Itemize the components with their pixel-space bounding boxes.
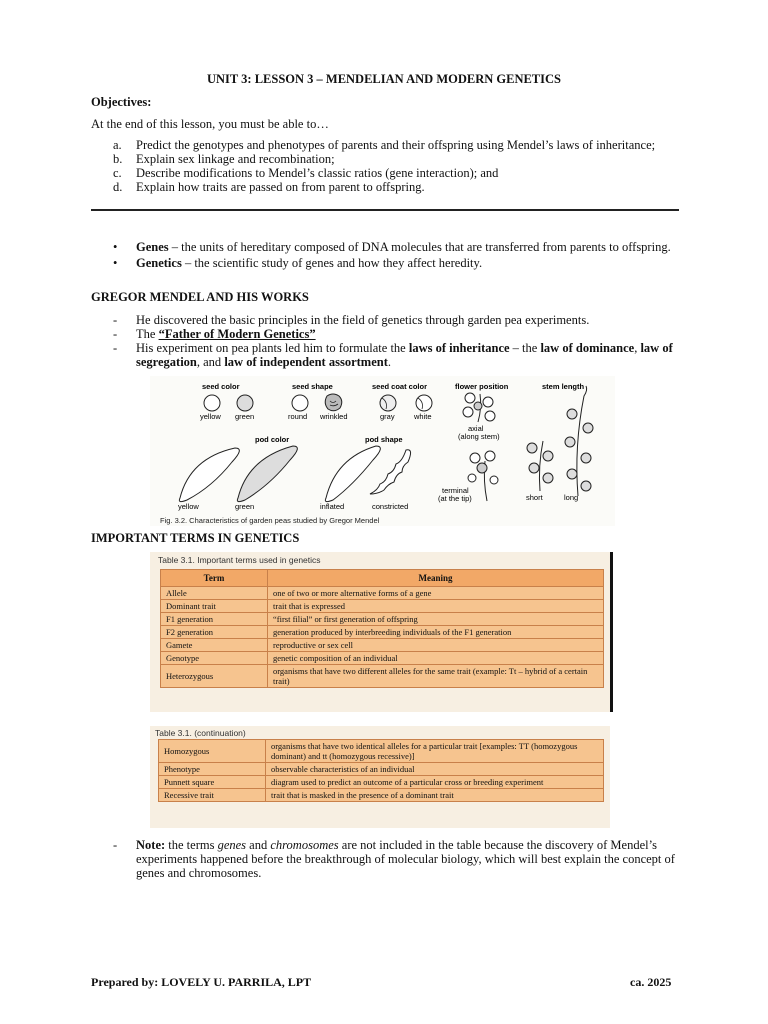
svg-text:gray: gray [380, 412, 395, 421]
long-stem-plant-icon [565, 386, 593, 496]
table-row: F1 generation “first filial” or first generation of offspring [161, 613, 604, 626]
mendel-point: - His experiment on pea plants led him to formulate the laws of inheritance – the law of dominance, law of segregation, and law of independent assortment. [113, 341, 673, 369]
terms-table [160, 569, 604, 688]
svg-text:terminal: terminal [442, 486, 469, 495]
objectives-intro: At the end of this lesson, you must be able to… [91, 117, 329, 131]
table-row: Punnett square diagram used to predict an outcome of a particular cross or breeding experiment [159, 776, 604, 789]
seed-shape-label: seed shape [292, 382, 333, 391]
svg-text:wrinkled: wrinkled [320, 412, 348, 421]
short-stem-plant-icon [527, 441, 553, 491]
gray-seed-icon [380, 395, 396, 411]
terms-table-continuation [158, 739, 604, 802]
seed-color-label: seed color [202, 382, 240, 391]
objectives-list [113, 138, 683, 194]
svg-text:green: green [235, 412, 255, 421]
stem-length-label: stem length [542, 382, 585, 391]
svg-text:round: round [288, 412, 308, 421]
svg-text:yellow: yellow [178, 502, 199, 511]
pod-shape-label: pod shape [365, 435, 403, 444]
axial-flower-plant-icon [463, 393, 495, 422]
svg-text:yellow: yellow [200, 412, 221, 421]
definition-genes: • Genes – the units of hereditary composed of DNA molecules that are transferred from parents to offspring. [113, 240, 671, 254]
document-date: ca. 2025 [630, 975, 672, 989]
svg-text:(at the tip): (at the tip) [438, 494, 472, 503]
table-row: Phenotype observable characteristics of an individual [159, 763, 604, 776]
mendel-heading: GREGOR MENDEL AND HIS WORKS [91, 290, 309, 304]
svg-text:white: white [414, 412, 432, 421]
pod-color-label: pod color [255, 435, 290, 444]
objective-item: d. Explain how traits are passed on from parent to offspring. [113, 180, 425, 194]
terms-heading: IMPORTANT TERMS IN GENETICS [91, 531, 300, 545]
terms-table-continuation-panel [150, 726, 610, 828]
table-row: Homozygous organisms that have two identical alleles for a particular trait [examples: TT (homozygous dominant) and tt (homozygous recessive)] [159, 740, 604, 763]
round-seed-icon [292, 395, 308, 411]
figure-caption: Fig. 3.2. Characteristics of garden peas studied by Gregor Mendel [160, 516, 380, 525]
objective-item: a. Predict the genotypes and phenotypes of parents and their offspring using Mendel’s laws of inheritance; [113, 138, 656, 152]
note-paragraph: - Note: the terms genes and chromosomes are not included in the table because the discovery of Mendel’s experiments happened before the breakthrough of molecular biology, which will best explain the concept of genes and chromosomes. [113, 838, 675, 880]
svg-text:green: green [235, 502, 255, 511]
objectives-heading: Objectives: [91, 95, 152, 109]
definition-genetics: • Genetics – the scientific study of genes and how they affect heredity. [113, 256, 483, 270]
col-term: Term [161, 570, 268, 587]
svg-text:axial: axial [468, 424, 484, 433]
yellow-seed-icon [204, 395, 220, 411]
mendel-points [113, 313, 683, 369]
pea-characteristics-figure [150, 376, 615, 526]
table2-caption: Table 3.1. (continuation) [155, 728, 246, 738]
table-row: Heterozygous organisms that have two different alleles for the same trait (example: Tt – hybrid of a certain trait) [161, 665, 604, 688]
svg-text:inflated: inflated [320, 502, 345, 511]
svg-text:long: long [564, 493, 579, 502]
objective-item: b. Explain sex linkage and recombination; [113, 152, 335, 166]
mendel-point: - He discovered the basic principles in the field of genetics through garden pea experiments. [113, 313, 590, 327]
section-divider [91, 209, 679, 211]
table-row: F2 generation generation produced by interbreeding individuals of the F1 generation [161, 626, 604, 639]
green-pod-icon [237, 446, 297, 502]
definitions-list [113, 240, 683, 272]
table-row: Allele one of two or more alternative forms of a gene [161, 587, 604, 600]
white-seed-icon [416, 395, 432, 411]
col-meaning: Meaning [268, 570, 604, 587]
objective-item: c. Describe modifications to Mendel’s classic ratios (gene interaction); and [113, 166, 499, 180]
seed-coat-color-label: seed coat color [372, 382, 428, 391]
table-row: Genotype genetic composition of an individual [161, 652, 604, 665]
table-row: Dominant trait trait that is expressed [161, 600, 604, 613]
yellow-pod-icon [179, 448, 239, 502]
flower-position-label: flower position [455, 382, 509, 391]
table1-caption: Table 3.1. Important terms used in genetics [158, 555, 321, 565]
terms-table-panel [150, 552, 613, 712]
prepared-by: Prepared by: LOVELY U. PARRILA, LPT [91, 975, 312, 989]
lesson-title: UNIT 3: LESSON 3 – MENDELIAN AND MODERN GENETICS [207, 72, 561, 86]
green-seed-icon [237, 395, 253, 411]
svg-text:(along stem): (along stem) [458, 432, 500, 441]
svg-text:short: short [526, 493, 543, 502]
mendel-point: - The “Father of Modern Genetics” [113, 327, 316, 341]
terminal-flower-plant-icon [468, 451, 498, 501]
table-row: Gamete reproductive or sex cell [161, 639, 604, 652]
table-row: Recessive trait trait that is masked in the presence of a dominant trait [159, 789, 604, 802]
svg-text:constricted: constricted [372, 502, 409, 511]
